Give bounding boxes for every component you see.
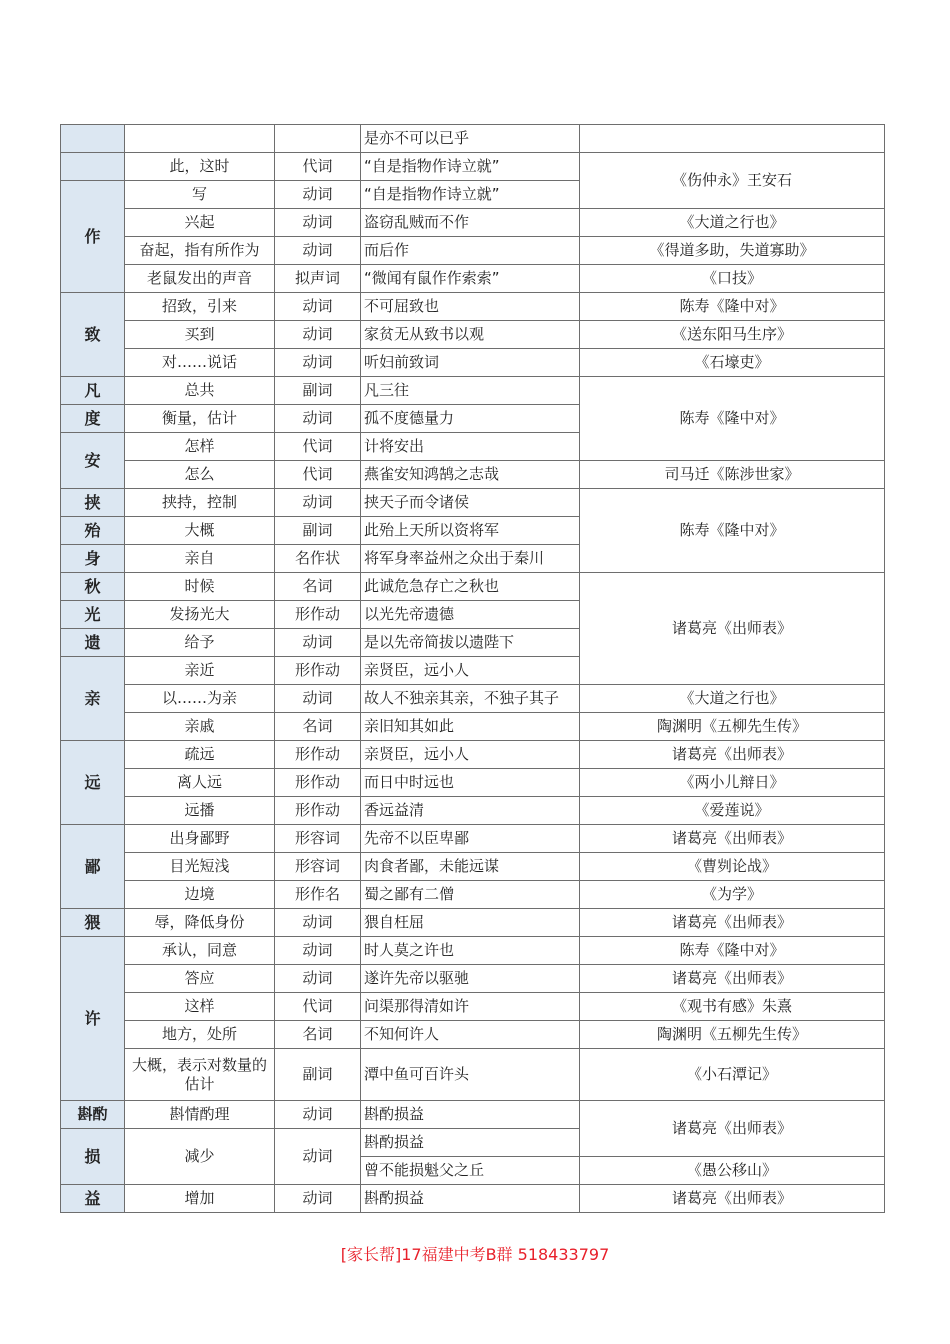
table-row [61,377,885,405]
meaning-cell: 买到 [125,321,275,349]
head-char-cell: 猥 [61,909,125,937]
meaning-cell: 此，这时 [125,153,275,181]
pos-cell: 形作名 [275,881,361,909]
source-cell: 陈寿《隆中对》 [580,489,885,573]
meaning-cell: 老鼠发出的声音 [125,265,275,293]
table-row [61,1101,885,1129]
example-cell: 斟酌损益 [361,1185,580,1213]
source-cell: 《两小儿辩日》 [580,769,885,797]
meaning-cell: 边境 [125,881,275,909]
example-cell: 斟酌损益 [361,1101,580,1129]
example-cell: 此殆上天所以资将军 [361,517,580,545]
source-cell: 《大道之行也》 [580,685,885,713]
table-row [61,797,885,825]
table-row [61,741,885,769]
example-cell: 挟天子而令诸侯 [361,489,580,517]
table-row [61,909,885,937]
example-cell: 凡三往 [361,377,580,405]
source-cell: 《伤仲永》王安石 [580,153,885,209]
meaning-cell: 亲近 [125,657,275,685]
table-row [61,265,885,293]
pos-cell: 拟声词 [275,265,361,293]
table-row [61,769,885,797]
example-cell: 时人莫之许也 [361,937,580,965]
example-cell: “自是指物作诗立就” [361,153,580,181]
table-row [61,881,885,909]
table-row [61,573,885,601]
table-row [61,153,885,181]
meaning-cell: 斟情酌理 [125,1101,275,1129]
source-cell: 《大道之行也》 [580,209,885,237]
example-cell: 孤不度德量力 [361,405,580,433]
source-cell: 《爱莲说》 [580,797,885,825]
source-cell: 陶渊明《五柳先生传》 [580,713,885,741]
source-cell: 诸葛亮《出师表》 [580,825,885,853]
table-row [61,349,885,377]
pos-cell: 形容词 [275,853,361,881]
example-cell: 将军身率益州之众出于秦川 [361,545,580,573]
head-char-cell [61,125,125,153]
pos-cell: 动词 [275,321,361,349]
pos-cell: 副词 [275,1049,361,1101]
pos-cell: 名词 [275,1021,361,1049]
table-row [61,209,885,237]
head-char-cell: 光 [61,601,125,629]
head-char-cell [61,153,125,181]
meaning-cell: 奋起，指有所作为 [125,237,275,265]
source-cell [580,125,885,153]
pos-cell: 动词 [275,349,361,377]
example-cell: 问渠那得清如许 [361,993,580,1021]
head-char-cell: 致 [61,293,125,377]
example-cell: 香远益清 [361,797,580,825]
pos-cell: 动词 [275,1185,361,1213]
head-char-cell: 遗 [61,629,125,657]
meaning-cell: 离人远 [125,769,275,797]
pos-cell: 动词 [275,209,361,237]
head-char-cell: 益 [61,1185,125,1213]
source-cell: 《观书有感》朱熹 [580,993,885,1021]
meaning-cell: 怎么 [125,461,275,489]
meaning-cell: 出身鄙野 [125,825,275,853]
pos-cell: 动词 [275,1129,361,1185]
pos-cell: 动词 [275,405,361,433]
pos-cell: 名词 [275,573,361,601]
example-cell: 蜀之鄙有二僧 [361,881,580,909]
head-char-cell: 安 [61,433,125,489]
table-row [61,993,885,1021]
pos-cell: 动词 [275,909,361,937]
head-char-cell: 度 [61,405,125,433]
pos-cell: 动词 [275,629,361,657]
table-row [61,237,885,265]
pos-cell: 形容词 [275,825,361,853]
example-cell: 潭中鱼可百许头 [361,1049,580,1101]
example-cell: 肉食者鄙，未能远谋 [361,853,580,881]
example-cell: 而日中时远也 [361,769,580,797]
meaning-cell: 怎样 [125,433,275,461]
example-cell: 计将安出 [361,433,580,461]
example-cell: “微闻有鼠作作索索” [361,265,580,293]
pos-cell: 代词 [275,153,361,181]
source-cell: 陈寿《隆中对》 [580,377,885,461]
head-char-cell: 殆 [61,517,125,545]
source-cell: 《小石潭记》 [580,1049,885,1101]
table-row [61,825,885,853]
vocabulary-table [60,124,885,1213]
source-cell: 《愚公移山》 [580,1157,885,1185]
head-char-cell: 远 [61,741,125,825]
pos-cell [275,125,361,153]
pos-cell: 副词 [275,517,361,545]
source-cell: 陈寿《隆中对》 [580,293,885,321]
pos-cell: 代词 [275,993,361,1021]
pos-cell: 形作动 [275,601,361,629]
source-cell: 《口技》 [580,265,885,293]
source-cell: 《为学》 [580,881,885,909]
source-cell: 陶渊明《五柳先生传》 [580,1021,885,1049]
source-cell: 《曹刿论战》 [580,853,885,881]
meaning-cell [125,125,275,153]
example-cell: 亲旧知其如此 [361,713,580,741]
pos-cell: 形作动 [275,797,361,825]
meaning-cell: 以……为亲 [125,685,275,713]
table-row [61,1185,885,1213]
example-cell: 斟酌损益 [361,1129,580,1157]
meaning-cell: 写 [125,181,275,209]
meaning-cell: 发扬光大 [125,601,275,629]
pos-cell: 动词 [275,489,361,517]
example-cell: 听妇前致词 [361,349,580,377]
source-cell: 诸葛亮《出师表》 [580,741,885,769]
source-cell: 诸葛亮《出师表》 [580,1185,885,1213]
example-cell: 家贫无从致书以观 [361,321,580,349]
table-row [61,937,885,965]
source-cell: 陈寿《隆中对》 [580,937,885,965]
example-cell: 此诚危急存亡之秋也 [361,573,580,601]
meaning-cell: 兴起 [125,209,275,237]
pos-cell: 动词 [275,293,361,321]
source-cell: 诸葛亮《出师表》 [580,965,885,993]
meaning-cell: 疏远 [125,741,275,769]
table-row [61,125,885,153]
source-cell: 诸葛亮《出师表》 [580,909,885,937]
footer-watermark-text: [家长帮]17福建中考B群 518433797 [340,1245,610,1264]
example-cell: “自是指物作诗立就” [361,181,580,209]
table-row [61,965,885,993]
example-cell: 遂许先帝以驱驰 [361,965,580,993]
meaning-cell: 地方，处所 [125,1021,275,1049]
meaning-cell: 目光短浅 [125,853,275,881]
head-char-cell: 挟 [61,489,125,517]
example-cell: 是以先帝简拔以遗陛下 [361,629,580,657]
table-row [61,293,885,321]
example-cell: 猥自枉屈 [361,909,580,937]
example-cell: 亲贤臣，远小人 [361,741,580,769]
meaning-cell: 招致，引来 [125,293,275,321]
pos-cell: 形作动 [275,769,361,797]
table-row [61,1049,885,1101]
head-char-cell: 亲 [61,657,125,741]
table-row [61,1021,885,1049]
source-cell: 诸葛亮《出师表》 [580,573,885,685]
table-row [61,685,885,713]
source-cell: 司马迁《陈涉世家》 [580,461,885,489]
head-char-cell: 作 [61,181,125,293]
meaning-cell: 答应 [125,965,275,993]
meaning-cell: 衡量，估计 [125,405,275,433]
head-char-cell: 秋 [61,573,125,601]
head-char-cell: 斟酌 [61,1101,125,1129]
source-cell: 《送东阳马生序》 [580,321,885,349]
example-cell: 而后作 [361,237,580,265]
head-char-cell: 许 [61,937,125,1101]
meaning-cell: 亲自 [125,545,275,573]
meaning-cell: 时候 [125,573,275,601]
example-cell: 盗窃乱贼而不作 [361,209,580,237]
example-cell: 是亦不可以已乎 [361,125,580,153]
head-char-cell: 身 [61,545,125,573]
pos-cell: 代词 [275,433,361,461]
head-char-cell: 损 [61,1129,125,1185]
meaning-cell: 总共 [125,377,275,405]
pos-cell: 动词 [275,1101,361,1129]
pos-cell: 动词 [275,181,361,209]
table-row [61,489,885,517]
pos-cell: 动词 [275,937,361,965]
table-row [61,461,885,489]
pos-cell: 名词 [275,713,361,741]
meaning-cell: 亲戚 [125,713,275,741]
example-cell: 曾不能损魁父之丘 [361,1157,580,1185]
meaning-cell: 对……说话 [125,349,275,377]
table-row [61,853,885,881]
table-row [61,713,885,741]
pos-cell: 动词 [275,237,361,265]
source-cell: 《得道多助，失道寡助》 [580,237,885,265]
head-char-cell: 鄙 [61,825,125,909]
meaning-cell: 增加 [125,1185,275,1213]
example-cell: 故人不独亲其亲，不独子其子 [361,685,580,713]
source-cell: 《石壕吏》 [580,349,885,377]
table-row [61,321,885,349]
pos-cell: 副词 [275,377,361,405]
example-cell: 燕雀安知鸿鹄之志哉 [361,461,580,489]
meaning-cell: 辱，降低身份 [125,909,275,937]
meaning-cell: 减少 [125,1129,275,1185]
pos-cell: 代词 [275,461,361,489]
example-cell: 亲贤臣，远小人 [361,657,580,685]
meaning-cell: 大概，表示对数量的估计 [125,1049,275,1101]
example-cell: 不可屈致也 [361,293,580,321]
meaning-cell: 承认，同意 [125,937,275,965]
head-char-cell: 凡 [61,377,125,405]
meaning-cell: 挟持，控制 [125,489,275,517]
meaning-cell: 远播 [125,797,275,825]
source-cell: 诸葛亮《出师表》 [580,1101,885,1157]
example-cell: 先帝不以臣卑鄙 [361,825,580,853]
meaning-cell: 大概 [125,517,275,545]
pos-cell: 形作动 [275,657,361,685]
meaning-cell: 给予 [125,629,275,657]
pos-cell: 名作状 [275,545,361,573]
meaning-cell: 这样 [125,993,275,1021]
example-cell: 不知何许人 [361,1021,580,1049]
example-cell: 以光先帝遗德 [361,601,580,629]
pos-cell: 形作动 [275,741,361,769]
pos-cell: 动词 [275,965,361,993]
pos-cell: 动词 [275,685,361,713]
